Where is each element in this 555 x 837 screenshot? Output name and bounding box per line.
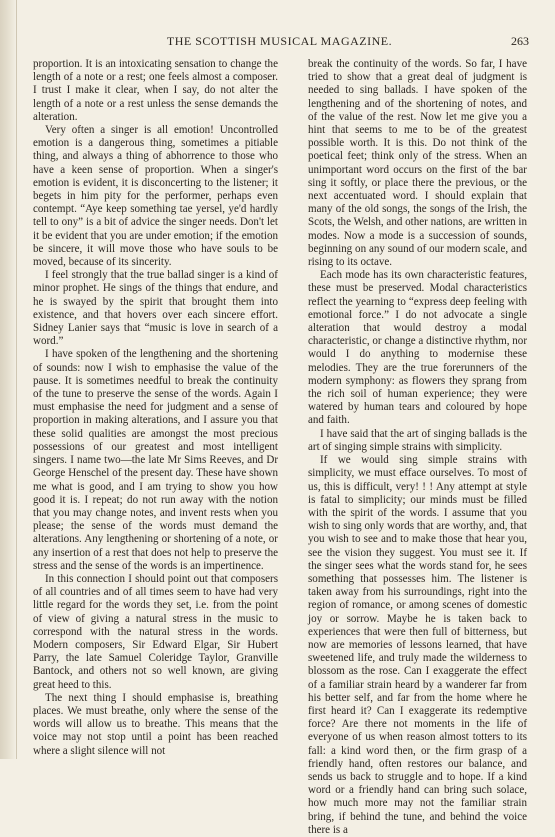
paragraph: If we would sing simple strains with simplicity, we must efface ourselves. To most of us, this is difficult, very! ! ! Any attempt at style is fatal to simplicity; our minds must be filled with the spirit of the words. I assume that you wish to sing only words that are worthy, and, that you wish to see and to make those that hear you, see the vision they suggest. You must see it. If the singer sees what the words stand for, he sees something that possesses him. The listener is taken away from his surroundings, right into the region of romance, or among scenes of domestic joy or sorrow. Maybe he is taken back to experiences that were then full of bitterness, but now are memories of lessons learned, that have sweetened life, and truly made the wilderness to blossom as the rose. Can I exaggerate the effect of a familiar strain heard by a wanderer far from his better self, and far from the home where he first heard it? Can I exaggerate its redemptive force? Are there not moments in the life of everyone of us when reason almost totters to its fall: a kind word then, or the firm grasp of a friendly hand, often restores our balance, and sends us back to struggle and to hope. If a kind word or a friendly hand can bring such solace, how much more may not the familiar strain bring, if behind the tune, and behind the voice there is a — [308, 454, 527, 836]
paragraph: Very often a singer is all emotion! Uncontrolled emotion is a dangerous thing, sometimes a pitiable thing, and always a thing of abhorrence to those who have a keen sense of proportion. When a singer's emotion is evident, it is disconcerting to the listener; it begets in him pity for the performer, perhaps even contempt. “Aye keep something tae yersel, ye'd hardly tell to ony” is a bit of advice the singer needs. Don't let it be evident that you are under emotion; if the emotion be sincere, it will move those who have souls to be moved, because of its sincerity. — [33, 124, 278, 269]
paragraph: The next thing I should emphasise is, breathing places. We must breathe, only where the sense of the words will allow us to breathe. This means that the voice may not stop until a point has been reached where a slight silence will not — [33, 691, 278, 757]
paragraph: Each mode has its own characteristic features, these must be preserved. Modal characteristics reflect the yearning to “express deep feeling with emotional force.” I do not advocate a single alteration that would destroy a modal characteristic, or change a distinctive rhythm, nor would I do anything to modernise these melodies. They are the true forerunners of the modern symphony: as flowers they sprang from the rich soil of human experience; they were watered by human tears and coloured by hope and faith. — [308, 269, 528, 427]
page-header — [30, 34, 529, 48]
paragraph: I feel strongly that the true ballad singer is a kind of minor prophet. He sings of the things that endure, and he is swayed by the spirit that brought them into existence, and that hovers over each sincere effort. Sidney Lanier says that “music is love in search of a word.” — [33, 269, 278, 348]
paragraph: I have said that the art of singing ballads is the art of singing simple strains with simplicity. — [308, 427, 527, 453]
running-head: THE SCOTTISH MUSICAL MAGAZINE. — [166, 34, 393, 48]
page-number: 263 — [511, 34, 529, 48]
paragraph: proportion. It is an intoxicating sensation to change the length of a note or a rest; one feels almost a composer. I trust I make it clear, when I say, do not alter the length of a note or a rest unless the sense demands the alteration. — [33, 58, 278, 123]
page-gutter-shadow — [0, 0, 17, 759]
paragraph: In this connection I should point out that composers of all countries and of all times seem to have had very little regard for the words they set, i.e. from the point of view of giving a natural stress in the music to correspond with the natural stress in the words. Modern composers, Sir Edward Elgar, Sir Hubert Parry, the late Samuel Coleridge Taylor, Granville Bantock, and others not so well known, are giving great heed to this. — [33, 572, 278, 691]
left-column — [33, 58, 278, 758]
right-column — [308, 58, 527, 837]
paragraph: I have spoken of the lengthening and the shortening of sounds: now I wish to emphasise the value of the pause. It is sometimes needful to break the continuity of the tune to preserve the sense of the words. Again I must emphasise the need for judgment and a sense of proportion in making alterations, and I assure you that these solid qualities are amongst the most precious possessions of our greatest and most intelligent singers. I name two—the late Mr Sims Reeves, and Dr George Henschel of the present day. These have shown me what is good, and I am trying to show you how good it is. I repeat; do not run away with the notion that you may change notes, and invent rests when you please; the sense of the words must demand the alterations. Any lengthening or shortening of a note, or any insertion of a rest that does not help to preserve the stress and the sense of the words is an impertinence. — [33, 348, 278, 572]
paragraph: break the continuity of the words. So far, I have tried to show that a great deal of judgment is needed to sing ballads. I have spoken of the lengthening and of the shortening of notes, and of the value of the rest. Now let me give you a hint that seems to me to be of the greatest possible worth. It is this. Do not think of the poetical feet; think only of the stress. When an unimportant word occurs on the first of the bar sing it softly, or place there the previous, or the next accentuated word. I should explain that many of the old songs, the songs of the Irish, the Scots, the Welsh, and other nations, are written in modes. Now a mode is a succession of sounds, beginning on any sound of our modern scale, and rising to its octave. — [308, 58, 527, 269]
